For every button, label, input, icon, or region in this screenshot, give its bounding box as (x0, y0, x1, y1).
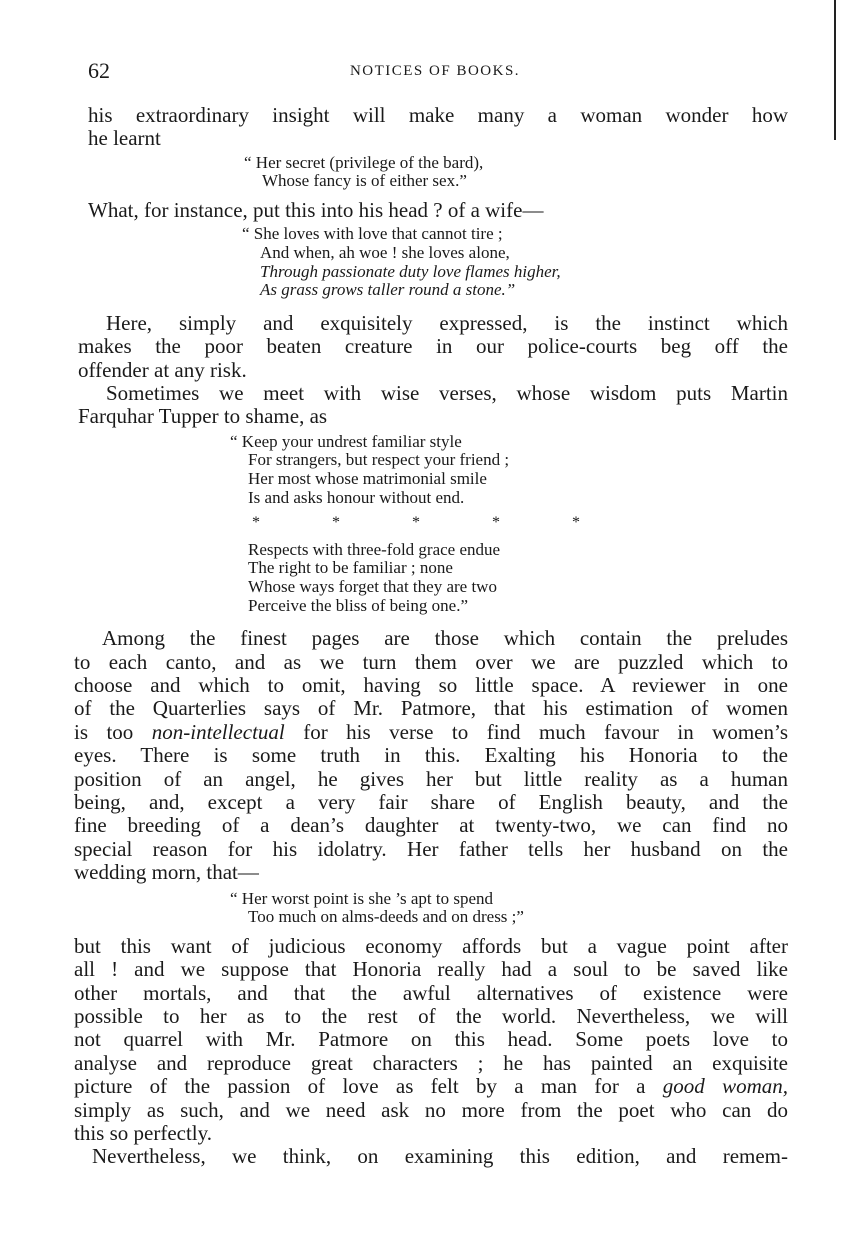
verse-line: Her most whose matrimonial smile (248, 469, 487, 488)
text-line: eyes. There is some truth in this. Exalting his Honoria to the (74, 743, 788, 768)
text-line: analyse and reproduce great characters ; he has painted an exquisite (74, 1050, 788, 1075)
verse-line: The right to be familiar ; none (248, 558, 453, 578)
text-line: makes the poor beaten creature in our police-courts beg off the (78, 334, 788, 359)
running-head: NOTICES OF BOOKS. (349, 63, 521, 79)
text-line: being, and, except a very fair share of English beauty, and the (74, 790, 788, 814)
text-line: all ! and we suppose that Honoria really had a soul to be saved like (74, 957, 788, 982)
paragraph-2 (74, 199, 788, 222)
text-line: he learnt (88, 126, 161, 151)
text-line: of the Quarterlies says of Mr. Patmore, that his estimation of women (74, 696, 788, 721)
text-line: Here, simply and exquisitely expressed, is the instinct which (106, 310, 788, 335)
page-number: 62 (88, 58, 110, 83)
verse-line: Is and asks honour without end. (248, 487, 465, 507)
verse-line: For strangers, but respect your friend ; (248, 450, 510, 470)
verse-line-italic: As grass grows taller round a stone.” (260, 280, 516, 300)
verse-quote-2 (74, 225, 788, 299)
verse-line: “ Keep your undrest familiar style (230, 431, 462, 451)
text-line: Nevertheless, we think, on examining this edition, and remem- (92, 1144, 788, 1169)
verse-line: Whose fancy is of either sex.” (262, 171, 467, 191)
verse-line: Perceive the bliss of being one.” (248, 595, 468, 615)
text-line: Among the finest pages are those which contain the preludes (102, 626, 788, 651)
text-line: fine breeding of a dean’s daughter at twenty-two, we can find no (74, 813, 788, 838)
verse-quote-4 (74, 890, 788, 927)
verse-line: Respects with three-fold grace endue (248, 539, 501, 559)
paragraph-6 (68, 935, 788, 1146)
text-line: but this want of judicious economy affords but a vague point after (74, 933, 788, 958)
verse-line: And when, ah woe ! she loves alone, (260, 243, 510, 262)
text-line (74, 1075, 788, 1098)
italic-term: non-intellectual (151, 719, 285, 744)
text-line: choose and which to omit, having so little space. A reviewer in one (74, 672, 788, 697)
verse-line: Whose ways forget that they are two (248, 576, 497, 596)
verse-quote-1 (74, 154, 788, 191)
paragraph-7 (74, 1145, 788, 1168)
text-line: possible to her as to the rest of the world. Nevertheless, we will (74, 1004, 788, 1029)
text-fragment: picture of the passion of love as felt by a man for a (74, 1074, 646, 1099)
verse-line: “ Her secret (privilege of the bard), (244, 152, 484, 172)
text-line: wedding morn, that— (74, 860, 259, 885)
paragraph-4 (74, 382, 788, 429)
text-fragment: is too (74, 719, 134, 744)
text-line: other mortals, and that the awful alternatives of existence were (74, 980, 788, 1005)
text-line: simply as such, and we need ask no more from the poet who can do (74, 1097, 788, 1122)
verse-line (242, 263, 788, 282)
paragraph-5 (74, 627, 788, 884)
text-line (74, 721, 788, 744)
text-line: to each canto, and as we turn them over we are puzzled which to (74, 649, 788, 674)
verse-line (242, 281, 788, 300)
text-line: Sometimes we meet with wise verses, whose wisdom puts Martin (106, 381, 788, 405)
text-line: not quarrel with Mr. Patmore on this head. Some poets love to (74, 1027, 788, 1052)
verse-line: Too much on alms-deeds and on dress ;” (248, 907, 524, 927)
verse-line: “ Her worst point is she ’s apt to spend (230, 888, 493, 908)
verse-line-italic: Through passionate duty love flames higher, (260, 261, 561, 281)
text-line: his extraordinary insight will make many a woman wonder how (88, 103, 788, 127)
paragraph-1 (74, 104, 788, 151)
page-edge-line (834, 0, 836, 140)
text-line: What, for instance, put this into his head ? of a wife— (88, 198, 544, 222)
verse-section-break: * * * * * (252, 514, 614, 532)
verse-quote-3 (74, 433, 788, 615)
text-line: Farquhar Tupper to shame, as (78, 404, 328, 429)
text-fragment: for his verse to find much favour in women’s (303, 719, 789, 744)
verse-line: “ She loves with love that cannot tire ; (242, 224, 503, 244)
paragraph-3 (74, 312, 788, 382)
text-line: special reason for his idolatry. Her father tells her husband on the (74, 836, 788, 861)
italic-term: good woman, (662, 1074, 788, 1099)
page-body (74, 104, 788, 1169)
page-header (88, 58, 782, 88)
text-line: position of an angel, he gives her but little reality as a human (74, 766, 788, 791)
text-line: offender at any risk. (78, 357, 247, 382)
text-line: this so perfectly. (74, 1121, 213, 1146)
